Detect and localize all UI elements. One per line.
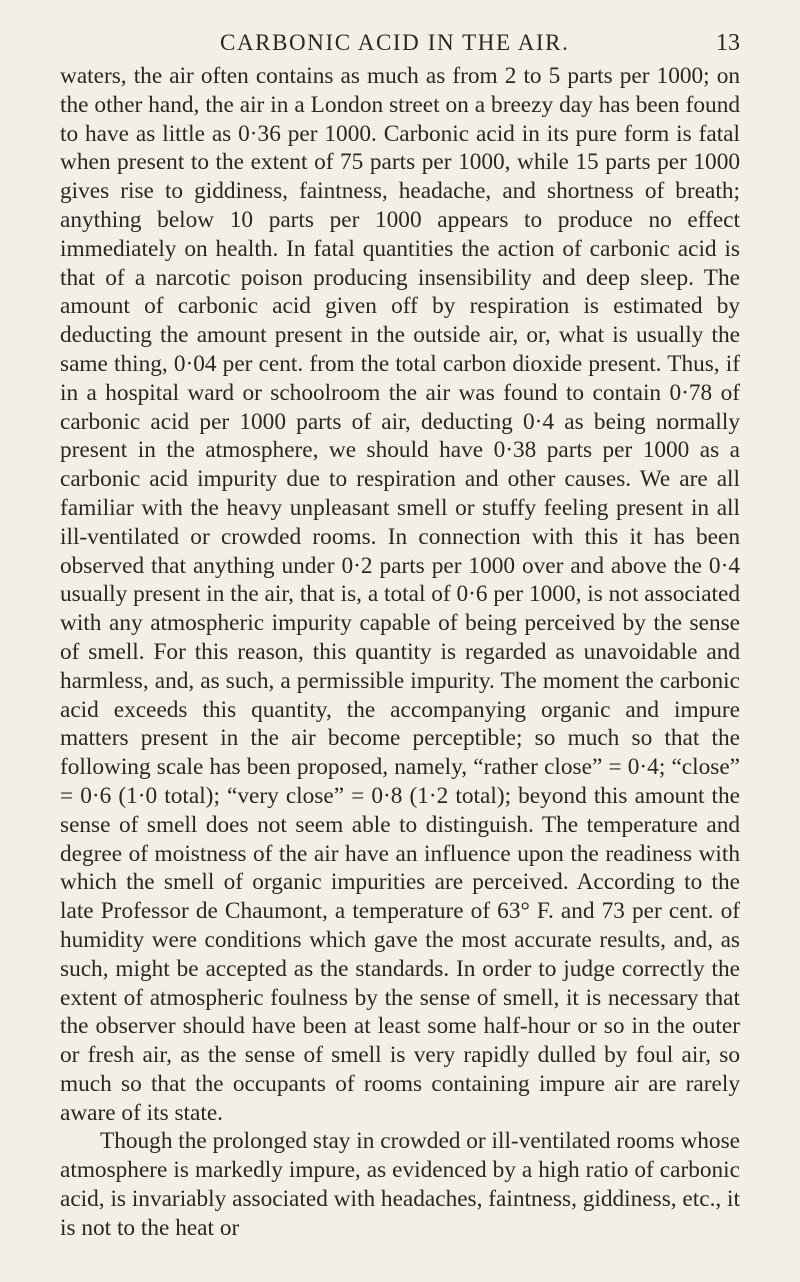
paragraph: Though the prolonged stay in crowded or ill-ventilated rooms whose atmosphere is markedly impure, as evidenced by a high ratio of carbonic acid, is invariably associated with headaches, faintness, giddiness, etc., it is not to the heat or: [60, 1128, 740, 1241]
paragraph: waters, the air often contains as much as from 2 to 5 parts per 1000; on the other hand, the air in a London street on a breezy day has been found to have as little as 0·36 per 1000. Carbonic acid in its pure form is fatal when present to the extent of 75 parts per 1000, while 15 parts per 1000 gives rise to giddiness, faintness, headache, and shortness of breath; anything below 10 parts per 1000 appears to produce no effect immediately on health. In fatal quantities the action of carbonic acid is that of a narcotic poison producing insensibility and deep sleep. The amount of carbonic acid given off by respiration is estimated by deducting the amount present in the outside air, or, what is usually the same thing, 0·04 per cent. from the total carbon dioxide present. Thus, if in a hospital ward or schoolroom the air was found to contain 0·78 of carbonic acid per 1000 parts of air, deducting 0·4 as being normally present in the atmosphere, we should have 0·38 parts per 1000 as a carbonic acid impurity due to respiration and other causes. We are all familiar with the heavy unpleasant smell or stuffy feeling present in all ill-ventilated or crowded rooms. In connection with this it has been observed that anything under 0·2 parts per 1000 over and above the 0·4 usually present in the air, that is, a total of 0·6 per 1000, is not associated with any atmospheric impurity capable of being perceived by the sense of smell. For this reason, this quantity is regarded as unavoidable and harmless, and, as such, a permissible impurity. The moment the carbonic acid exceeds this quantity, the accompanying organic and impure matters present in the air become perceptible; so much so that the following scale has been proposed, namely, “rather close” = 0·4; “close” = 0·6 (1·0 total); “very close” = 0·8 (1·2 total); beyond this amount the sense of smell does not seem able to distinguish. The temperature and degree of moistness of the air have an influence upon the readiness with which the smell of organic impurities are perceived. According to the late Professor de Chaumont, a temperature of 63° F. and 73 per cent. of humidity were conditions which gave the most accurate results, and, as such, might be accepted as the standards. In order to judge correctly the extent of atmospheric foulness by the sense of smell, it is necessary that the observer should have been at least some half-hour or so in the outer or fresh air, as the sense of smell is very rapidly dulled by foul air, so much so that the occupants of rooms containing impure air are rarely aware of its state.: [60, 63, 740, 1126]
page-header: [0, 22, 800, 62]
body-text: [60, 62, 740, 1243]
running-head: CARBONIC ACID IN THE AIR.: [220, 30, 570, 55]
page-number: 13: [716, 30, 740, 56]
